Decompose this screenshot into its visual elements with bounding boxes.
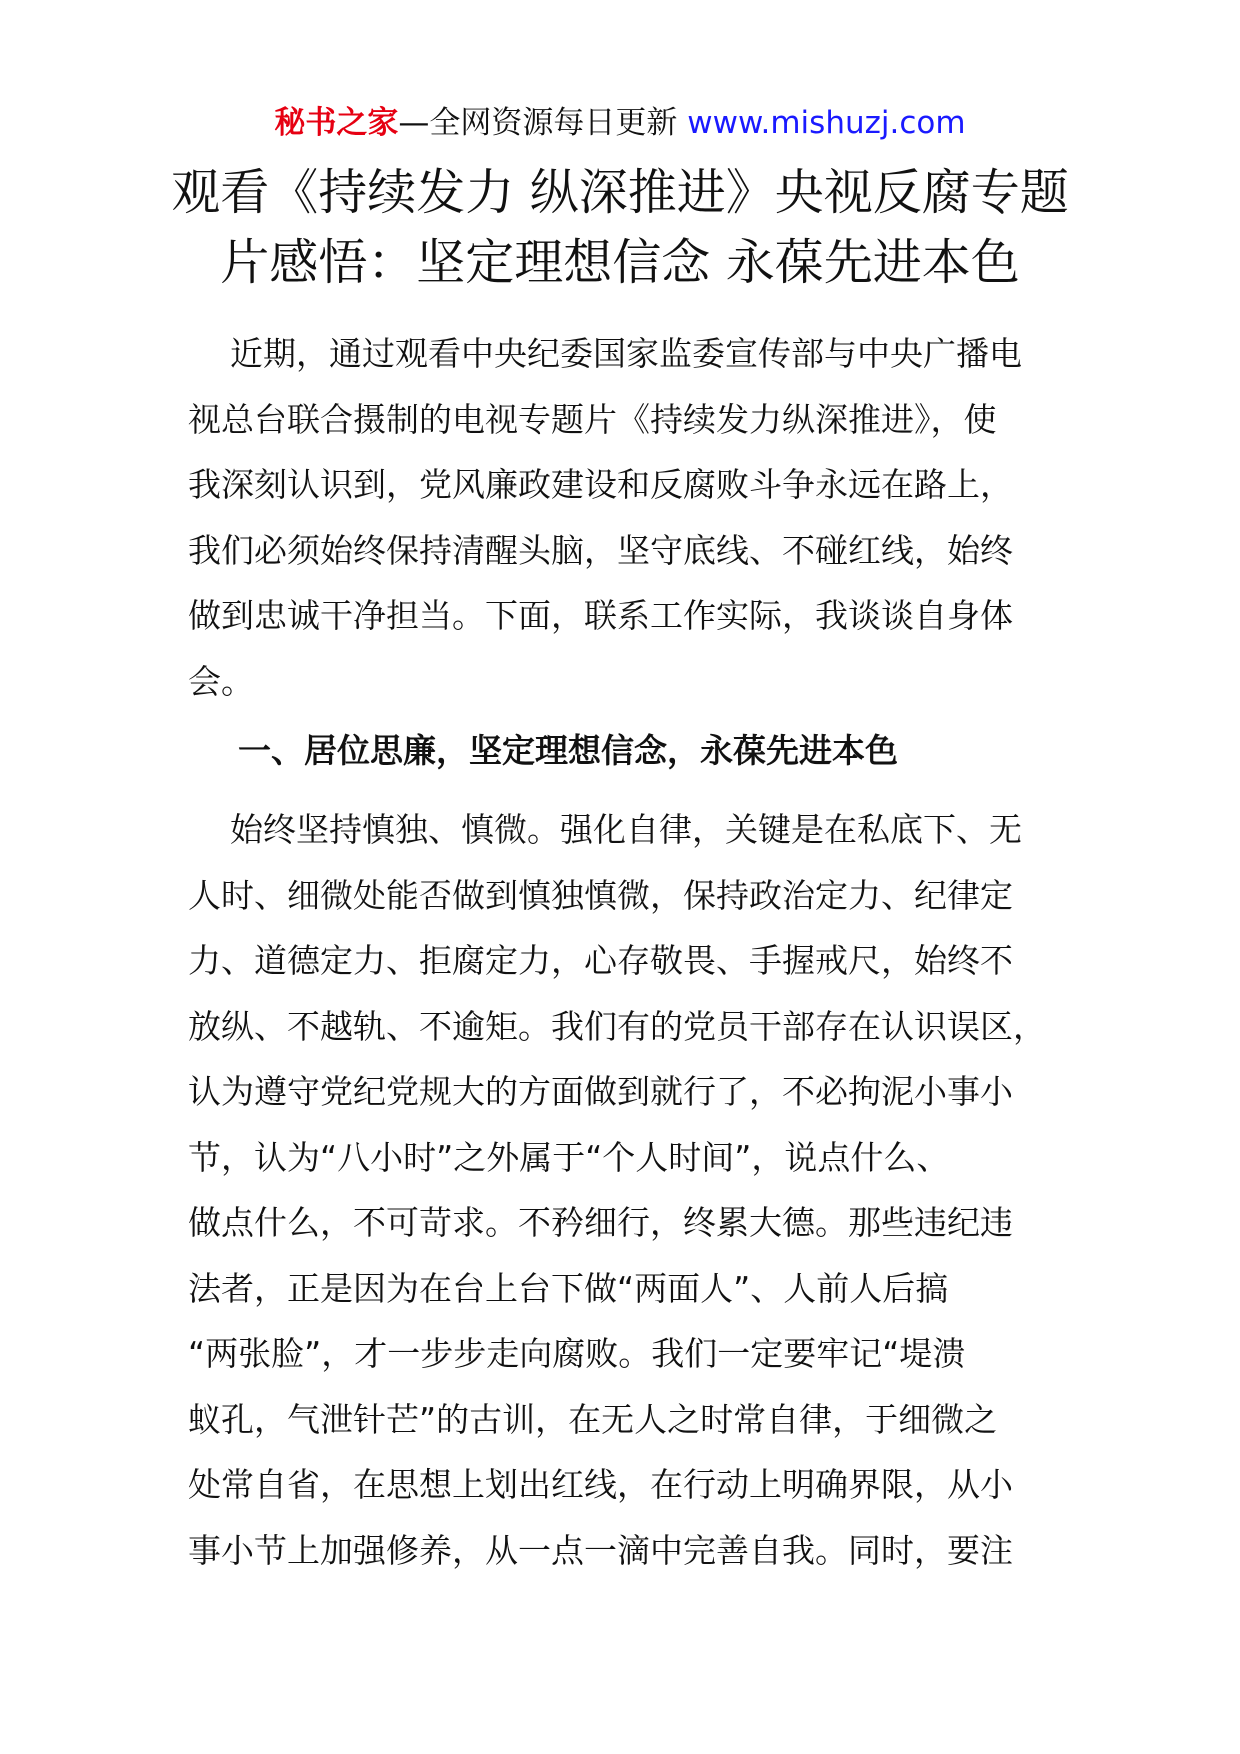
paragraph-line: 近期，通过观看中央纪委国家监委宣传部与中央广播电: [188, 334, 1022, 373]
paragraph-line: 我深刻认识到，党风廉政建设和反腐败斗争永远在路上，: [188, 465, 1013, 504]
paragraph-line: 做到忠诚干净担当。下面，联系工作实际，我谈谈自身体: [188, 596, 1013, 635]
paragraph-line: 认为遵守党纪党规大的方面做到就行了，不必拘泥小事小: [188, 1072, 1013, 1111]
title-line-1: 观看《持续发力 纵深推进》央视反腐专题: [171, 164, 1069, 221]
paragraph-line: 放纵、不越轨、不逾矩。我们有的党员干部存在认识误区，: [188, 1006, 1046, 1046]
paragraph-line: 节，认为“八小时”之外属于“个人时间”，说点什么、: [188, 1137, 950, 1177]
paragraph-line: 我们必须始终保持清醒头脑，坚守底线、不碰红线，始终: [188, 530, 1013, 570]
document-title: [150, 158, 1090, 298]
paragraph-line: 人时、细微处能否做到慎独慎微，保持政治定力、纪律定: [188, 875, 1013, 915]
paragraph-line: 蚁孔，气泄针芒”的古训，在无人之时常自律，于细微之: [188, 1399, 998, 1439]
paragraph-line: 做点什么，不可苛求。不矜细行，终累大德。那些违纪违: [188, 1203, 1013, 1242]
paragraph-line: 会。: [188, 661, 254, 701]
paragraph-line: 处常自省，在思想上划出红线，在行动上明确界限，从小: [188, 1465, 1013, 1504]
paragraph-line: “两张脸”，才一步步走向腐败。我们一定要牢记“堤溃: [188, 1334, 966, 1373]
brand-name: 秘书之家: [274, 105, 399, 141]
paragraph-line: 事小节上加强修养，从一点一滴中完善自我。同时，要注: [188, 1530, 1013, 1570]
paragraph-line: 视总台联合摄制的电视专题片《持续发力纵深推进》，使: [188, 399, 997, 439]
site-header: [0, 100, 1240, 146]
site-url[interactable]: www.mishuzj.com: [687, 105, 966, 141]
paragraph-line: 法者，正是因为在台上台下做“两面人”、人前人后搞: [188, 1268, 949, 1308]
paragraph-section1: [188, 797, 1068, 1583]
title-line-2: 片感悟：坚定理想信念 永葆先进本色: [220, 234, 1020, 291]
paragraph-line: 始终坚持慎独、慎微。强化自律，关键是在私底下、无: [188, 810, 1022, 849]
paragraph-line: 力、道德定力、拒腐定力，心存敬畏、手握戒尺，始终不: [188, 941, 1013, 980]
section-heading: 一、居位思廉，坚定理想信念，永葆先进本色: [238, 731, 898, 770]
header-tagline: —全网资源每日更新: [398, 105, 678, 141]
paragraph-intro: [188, 321, 1068, 714]
